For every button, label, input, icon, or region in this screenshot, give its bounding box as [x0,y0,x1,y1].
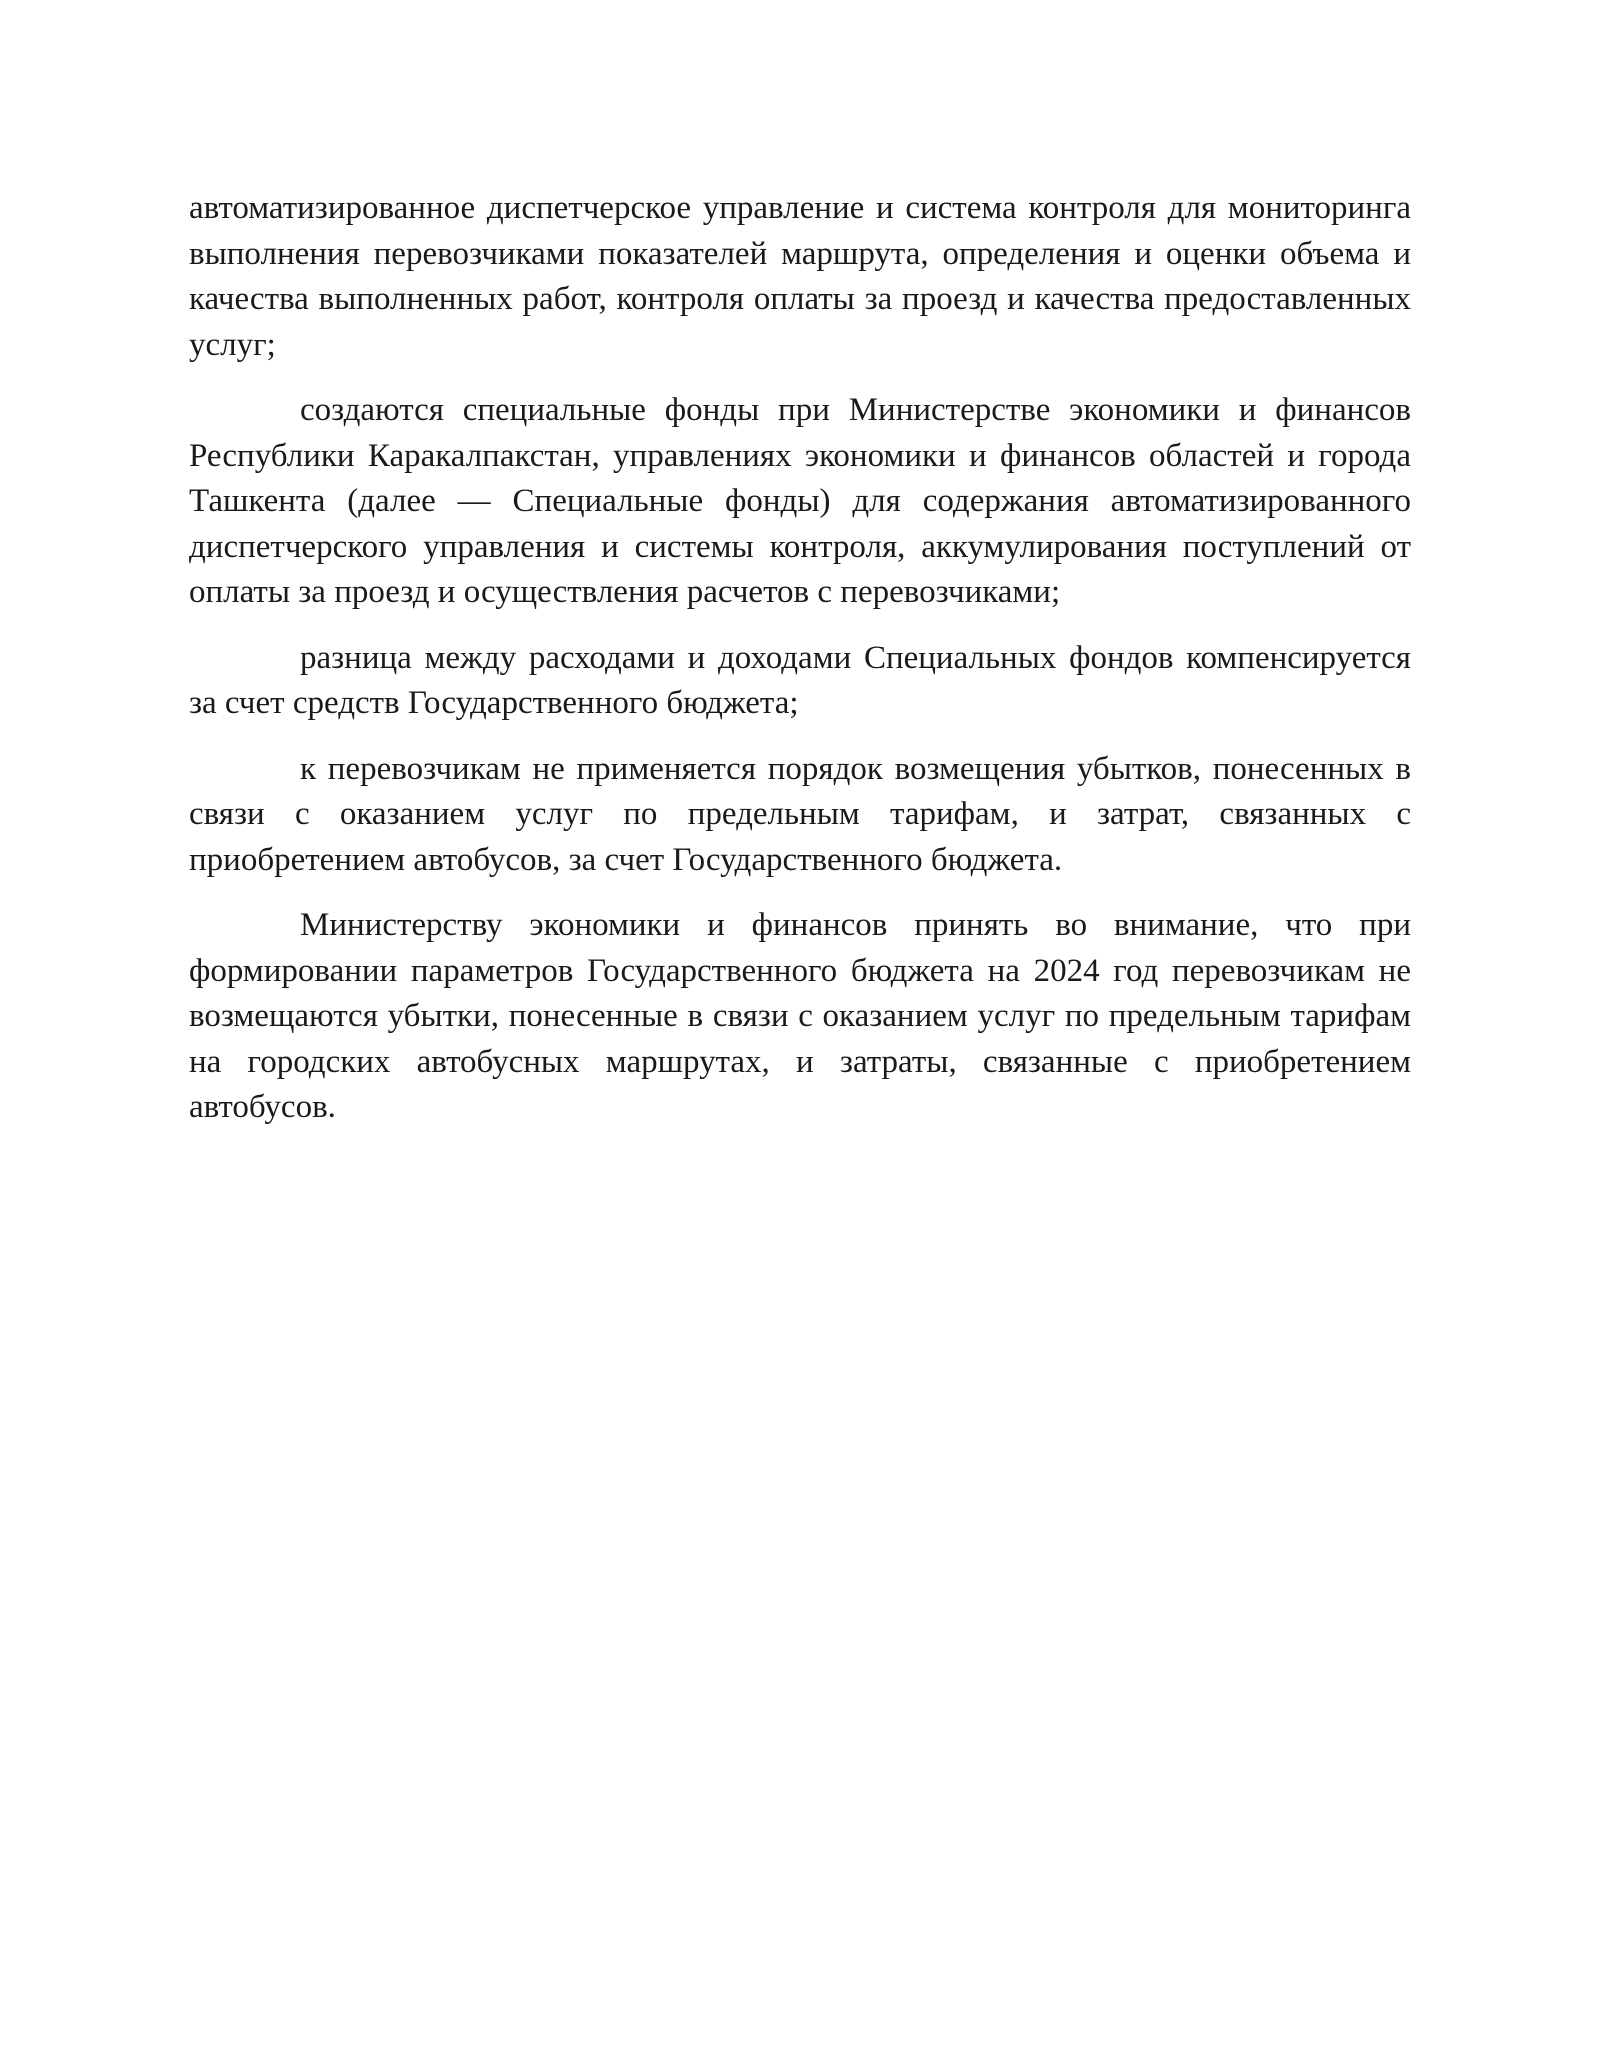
paragraph-4: к перевозчикам не применяется порядок возмещения убытков, понесенных в связи с оказанием услуг по предельным тарифам, и затрат, связанных с приобретением автобусов, за счет Государственного бюджета. [189,750,1411,878]
paragraph-5: Министерству экономики и финансов принять во внимание, что при формировании параметров Государственного бюджета на 2024 год перевозчикам не возмещаются убытки, понесенные в связи с оказанием услуг по предельным тарифам на городских автобусных маршрутах, и затраты, связанные с приобретением автобусов. [189,907,1411,1125]
paragraph-1: автоматизированное диспетчерское управление и система контроля для мониторинга выполнения перевозчиками показателей маршрута, определения и оценки объема и качества выполненных работ, контроля оплаты за проезд и качества предоставленных услуг; [189,190,1411,363]
paragraph-3: разница между расходами и доходами Специальных фондов компенсируется за счет средств Государственного бюджета; [189,639,1411,721]
document-body [189,186,1411,1151]
paragraph-2: создаются специальные фонды при Министерстве экономики и финансов Республики Каракалпакстан, управлениях экономики и финансов областей и города Ташкента (далее — Специальные фонды) для содержания автоматизированного диспетчерского управления и системы контроля, аккумулирования поступлений от оплаты за проезд и осуществления расчетов с перевозчиками; [189,392,1411,610]
